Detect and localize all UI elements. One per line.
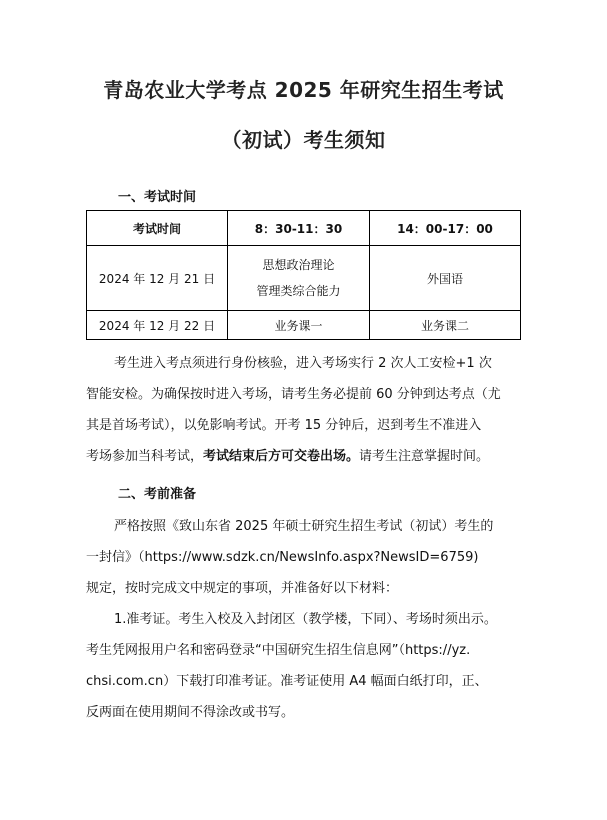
section2-heading: 二、考前准备 (118, 487, 197, 502)
section2-paragraph2 (86, 604, 520, 728)
row1-morning-subject2: 管理类综合能力 (256, 284, 341, 298)
paragraph-line: 其是首场考试），以免影响考试。开考 15 分钟后，迟到考生不准进入 (86, 418, 482, 433)
header-morning-session: 8：30-11：30 (228, 211, 370, 246)
row2-date: 2024 年 12 月 22 日 (87, 311, 228, 340)
row1-morning (228, 246, 370, 311)
document-title-line1: 青岛农业大学考点 2025 年研究生招生考试 (103, 78, 504, 102)
paragraph-line: 智能安检。为确保按时进入考场，请考生务必提前 60 分钟到达考点（尤 (86, 387, 501, 402)
paragraph-line: 一封信》（https://www.sdzk.cn/NewsInfo.aspx?NewsID=6759) (86, 550, 479, 565)
section2-paragraph1 (86, 511, 520, 604)
bold-emphasis: 考试结束后方可交卷出场。 (203, 449, 360, 464)
row2-morning: 业务课一 (228, 311, 370, 340)
paragraph-line: 考生凭网报用户名和密码登录“中国研究生招生信息网”（https://yz. (86, 643, 471, 658)
paragraph-text: 考场参加当科考试， (86, 449, 204, 464)
paragraph-line: 考生进入考点须进行身份核验，进入考场实行 2 次人工安检+1 次 (114, 356, 492, 371)
row1-morning-subject1: 思想政治理论 (262, 258, 335, 272)
section1-paragraph (86, 348, 520, 472)
paragraph-line (86, 441, 520, 472)
row2-afternoon: 业务课二 (370, 311, 521, 340)
header-exam-time: 考试时间 (87, 211, 228, 246)
paragraph-line: chsi.com.cn）下载打印准考证。准考证使用 A4 幅面白纸打印，正、 (86, 674, 488, 689)
table-header-row (87, 211, 521, 246)
paragraph-text: 请考生注意掌握时间。 (359, 449, 490, 464)
paragraph-line: 反两面在使用期间不得涂改或书写。 (86, 705, 295, 720)
row1-date: 2024 年 12 月 21 日 (87, 246, 228, 311)
table-row (87, 311, 521, 340)
table-row (87, 246, 521, 311)
exam-schedule-table (86, 210, 521, 340)
document-title-line2: （初试）考生须知 (221, 128, 386, 152)
paragraph-line: 严格按照《致山东省 2025 年硕士研究生招生考试（初试）考生的 (114, 519, 494, 534)
row1-afternoon: 外国语 (370, 246, 521, 311)
header-afternoon-session: 14：00-17：00 (370, 211, 521, 246)
paragraph-line: 规定，按时完成文中规定的事项，并准备好以下材料： (86, 581, 399, 596)
paragraph-line: 1.准考证。考生入校及入封闭区（教学楼，下同）、考场时须出示。 (114, 612, 497, 627)
section1-heading: 一、考试时间 (118, 190, 197, 205)
